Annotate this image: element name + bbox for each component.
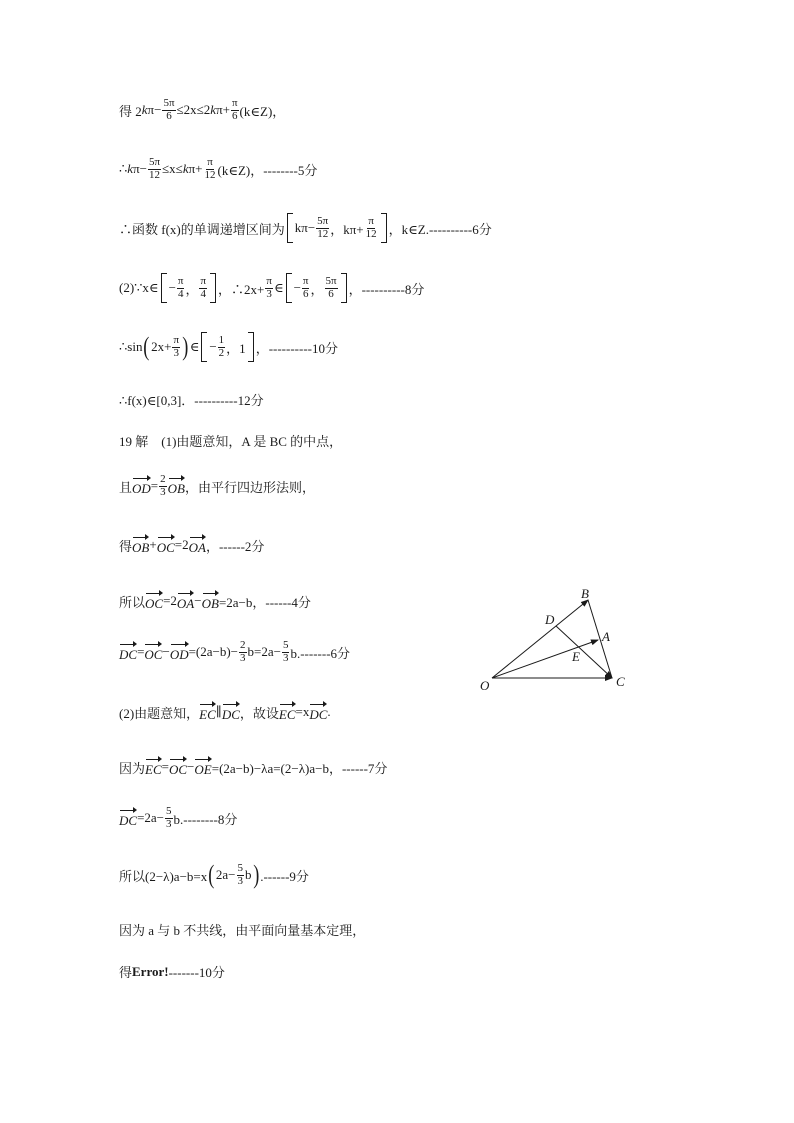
line-13: [119, 756, 387, 778]
text: ，1: [226, 340, 246, 356]
text: ，故设: [239, 705, 279, 721]
left-paren: (: [208, 860, 215, 889]
denominator: 3: [237, 874, 244, 887]
vector-OE: OE: [194, 756, 211, 778]
label-E: E: [572, 649, 580, 664]
vector-figure: [470, 580, 640, 700]
fraction: [365, 216, 378, 240]
vector-OB: OB: [132, 534, 149, 556]
fraction: [177, 276, 185, 300]
numerator: π: [200, 274, 207, 287]
text: ≤2x≤2: [176, 102, 211, 118]
vector-OD: OD: [132, 475, 151, 497]
line-5: [119, 332, 338, 362]
line-14: [119, 806, 237, 830]
text: 2a−: [215, 867, 236, 882]
text: -------10分: [168, 965, 225, 980]
vector-DC: DC: [119, 807, 137, 829]
numerator: 5π: [148, 156, 161, 168]
right-paren: ): [182, 332, 189, 361]
vector-OC: OC: [145, 590, 163, 612]
text: (k∈Z)，: [239, 103, 286, 119]
denominator: 3: [282, 651, 289, 664]
text: 2x+: [151, 339, 172, 354]
right-paren: ): [252, 860, 259, 889]
text: ∴: [119, 161, 128, 177]
text: ∥: [215, 704, 222, 719]
fraction: [302, 276, 310, 300]
text: +: [149, 537, 157, 552]
var-k: k: [182, 161, 189, 177]
text: 19 解 (1)由题意知，A 是 BC 的中点，: [119, 434, 343, 449]
denominator: 12: [317, 227, 329, 240]
label-O: O: [480, 678, 490, 693]
text: b.--------8分: [173, 811, 238, 827]
numerator: 5: [237, 861, 244, 874]
vector-OB: OB: [202, 590, 219, 612]
text: 得: [119, 538, 133, 554]
error-text: Error!: [132, 963, 169, 979]
text: kπ−: [294, 220, 316, 235]
text: −: [194, 593, 202, 608]
right-bracket: [248, 332, 254, 362]
numerator: 1: [218, 333, 225, 346]
numerator: π: [177, 274, 184, 287]
text: −: [293, 280, 301, 295]
line-12: [119, 701, 331, 723]
denominator: 6: [232, 109, 238, 122]
numerator: π: [173, 333, 180, 346]
line-7: [119, 431, 342, 450]
text: −: [209, 339, 217, 354]
text: −: [187, 759, 195, 774]
text: π+: [188, 161, 203, 177]
text: ∈: [273, 280, 284, 295]
line-3: [119, 213, 492, 243]
text: (2)由题意知，: [119, 705, 200, 721]
fraction: [159, 474, 167, 498]
text: (k∈Z)，--------5分: [217, 162, 318, 178]
text: ，----------8分: [348, 281, 425, 297]
text: ，k∈Z.----------6分: [388, 221, 492, 237]
text: 因为 a 与 b 不共线，由平面向量基本定理，: [119, 923, 366, 938]
line-16: [119, 920, 365, 939]
fraction: [172, 335, 180, 359]
numerator: 5: [166, 805, 172, 817]
numerator: π: [231, 97, 238, 109]
left-bracket: [201, 332, 207, 362]
vector-OC: OC: [144, 641, 162, 663]
line-4: [119, 273, 424, 303]
numerator: 5π: [163, 97, 175, 109]
text: 所以(2−λ)a−b=x: [119, 868, 208, 884]
left-bracket: [287, 213, 293, 243]
text: ，∴2x+: [218, 281, 265, 297]
denominator: 3: [173, 346, 179, 359]
label-B: B: [581, 586, 589, 601]
text: ≤x≤: [162, 161, 183, 177]
numerator: π: [266, 274, 272, 287]
text: ，kπ+: [330, 221, 364, 237]
text: =: [161, 759, 169, 774]
text: 得 2: [119, 103, 142, 119]
left-bracket: [286, 273, 292, 303]
text: 得: [119, 965, 133, 980]
text: ，: [310, 281, 324, 297]
fraction: [204, 157, 217, 181]
denominator: 3: [266, 287, 272, 300]
text: =2a−: [137, 810, 164, 826]
denominator: 3: [160, 485, 166, 498]
text: =(2a−b)−λa=(2−λ)a−b，------7分: [211, 760, 388, 776]
fraction: [265, 276, 273, 300]
text: π+: [216, 102, 230, 118]
text: =2: [174, 537, 189, 552]
denominator: 3: [240, 651, 246, 664]
numerator: 2: [160, 473, 166, 485]
line-6: [119, 390, 264, 409]
line-2: [119, 157, 317, 181]
text: ∴函数 f(x)的单调递增区间为: [119, 221, 285, 237]
text: ，------2分: [205, 538, 265, 554]
left-paren: (: [143, 332, 150, 361]
vector-DC: DC: [309, 701, 327, 723]
label-D: D: [545, 612, 555, 627]
line-10: [119, 590, 311, 612]
text: 所以: [119, 594, 146, 610]
line-11: [119, 640, 350, 664]
fraction: [165, 806, 173, 830]
label-C: C: [616, 674, 625, 689]
text: =2a−b，------4分: [218, 594, 311, 610]
line-15: [119, 862, 309, 888]
text: =: [137, 644, 145, 660]
vector-OC: OC: [157, 534, 175, 556]
text: =: [150, 478, 159, 494]
denominator: 6: [166, 109, 172, 122]
text: =2: [163, 593, 177, 608]
denominator: 2: [218, 346, 225, 359]
denominator: 12: [204, 168, 216, 181]
text: =(2a−b)−: [188, 644, 239, 660]
line-17: [119, 962, 225, 981]
right-bracket: [210, 273, 216, 303]
vector-EC: EC: [199, 701, 216, 723]
vector-OD: OD: [170, 641, 189, 663]
text: 因为: [119, 760, 146, 776]
var-k: k: [210, 102, 217, 118]
text: ，----------10分: [255, 340, 338, 356]
text: .------9分: [260, 868, 309, 884]
numerator: 5π: [317, 214, 329, 227]
vector-OA: OA: [177, 590, 194, 612]
vector-DC: DC: [119, 641, 137, 663]
fraction: [148, 157, 161, 181]
text: b: [245, 867, 252, 882]
denominator: 4: [200, 287, 207, 300]
numerator: π: [302, 274, 309, 287]
vector-DC: DC: [222, 701, 240, 723]
vector-EC: EC: [279, 701, 296, 723]
label-A: A: [602, 629, 610, 644]
denominator: 12: [365, 227, 377, 240]
vector-EC: EC: [145, 756, 162, 778]
fraction: [231, 98, 239, 122]
numerator: π: [207, 156, 213, 168]
denominator: 12: [149, 168, 160, 181]
text: ，由平行四边形法则，: [184, 479, 315, 495]
text: −: [168, 280, 176, 295]
denominator: 6: [302, 287, 309, 300]
text: −: [162, 644, 170, 660]
fraction: [239, 640, 247, 664]
fraction: [237, 863, 245, 887]
line-1: [119, 98, 285, 122]
text: b=2a−: [247, 644, 281, 660]
right-bracket: [381, 213, 387, 243]
line-8: [119, 474, 315, 498]
text: .: [327, 704, 331, 719]
text: π−: [133, 161, 147, 177]
text: ∈: [189, 339, 200, 354]
numerator: 2: [240, 639, 246, 651]
text: (2)∵x∈: [119, 280, 159, 295]
text: 且: [119, 479, 133, 495]
segment-OB: [492, 600, 588, 678]
numerator: 5: [282, 639, 289, 651]
denominator: 3: [166, 817, 172, 830]
fraction: [316, 216, 329, 240]
line-9: [119, 534, 264, 556]
text: =x: [295, 704, 310, 719]
denominator: 4: [177, 287, 184, 300]
text: ∴f(x)∈[0,3]．----------12分: [119, 393, 264, 408]
denominator: 6: [328, 287, 334, 300]
fraction: [282, 640, 290, 664]
right-bracket: [341, 273, 347, 303]
fraction: [199, 276, 207, 300]
vector-OC: OC: [169, 756, 187, 778]
fraction: [162, 98, 175, 122]
vector-OA: OA: [189, 534, 206, 556]
fraction: [325, 276, 338, 300]
segment-OA: [492, 640, 598, 678]
text: π−: [147, 102, 162, 118]
text: ∴sin: [119, 339, 143, 354]
fraction: [218, 335, 226, 359]
vector-OB: OB: [168, 475, 185, 497]
var-k: k: [141, 102, 148, 118]
text: ，: [185, 281, 199, 297]
text: b.-------6分: [290, 645, 351, 661]
numerator: π: [368, 214, 374, 227]
left-bracket: [161, 273, 167, 303]
var-k: k: [127, 161, 134, 177]
numerator: 5π: [325, 274, 337, 287]
